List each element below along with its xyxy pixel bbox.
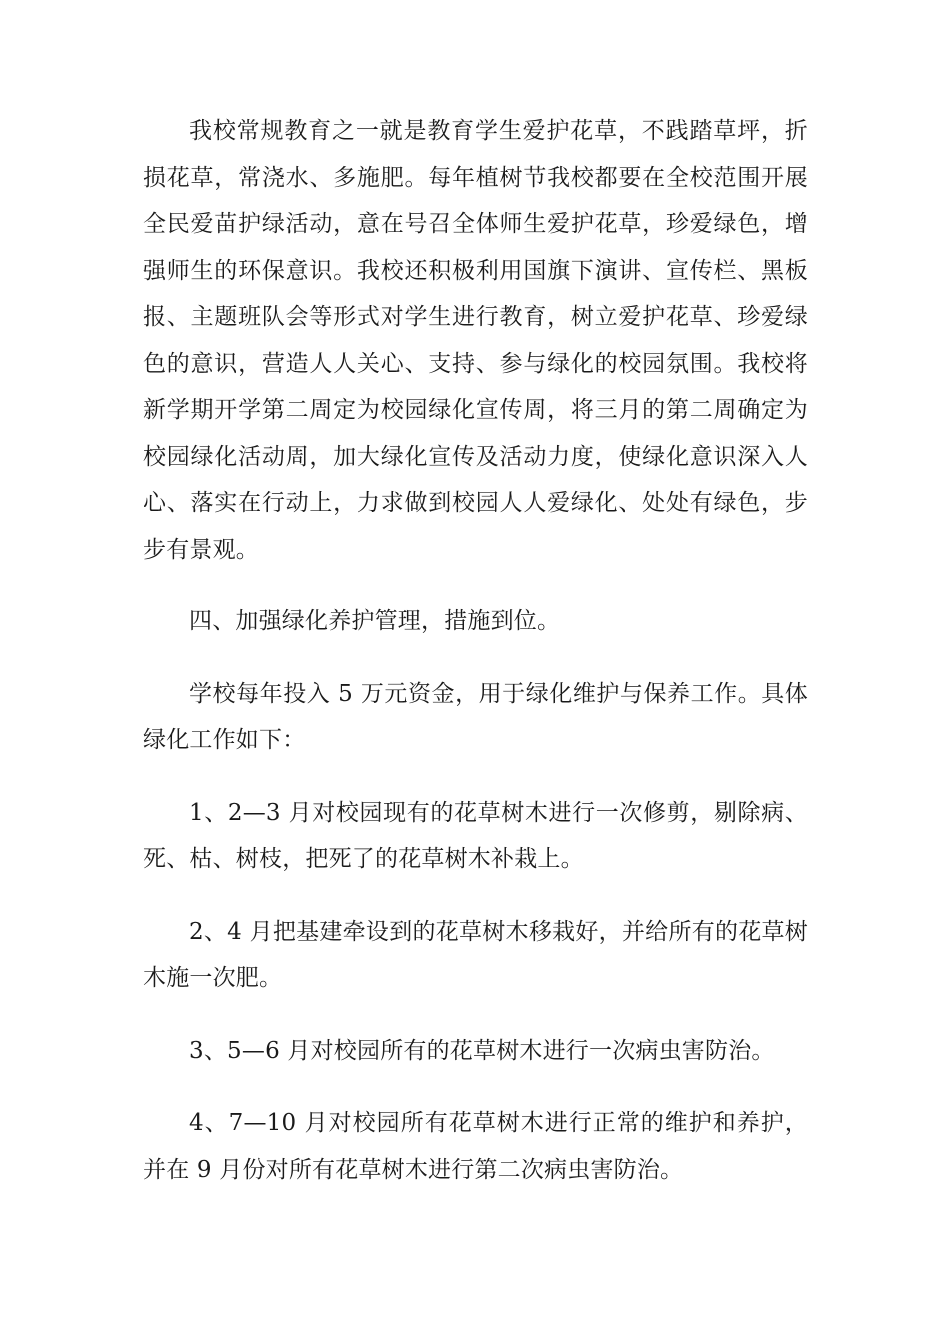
list-item-pruning: 1、2—3 月对校园现有的花草树木进行一次修剪，剔除病、死、枯、树枝，把死了的花草树木补栽上。	[143, 799, 808, 872]
document-body	[143, 108, 808, 1193]
paragraph-greening-education: 我校常规教育之一就是教育学生爱护花草，不践踏草坪，折损花草，常浇水、多施肥。每年植树节我校都要在全校范围开展全民爱苗护绿活动，意在号召全体师生爱护花草，珍爱绿色，增强师生的环保意识。我校还积极利用国旗下演讲、宣传栏、黑板报、主题班队会等形式对学生进行教育，树立爱护花草、珍爱绿色的意识，营造人人关心、支持、参与绿化的校园氛围。我校将新学期开学第二周定为校园绿化宣传周，将三月的第二周确定为校园绿化活动周，加大绿化宣传及活动力度，使绿化意识深入人心、落实在行动上，力求做到校园人人爱绿化、处处有绿色，步步有景观。	[143, 118, 808, 563]
list-item-pest-control: 3、5—6 月对校园所有的花草树木进行一次病虫害防治。	[189, 1037, 775, 1064]
list-item-transplanting: 2、4 月把基建牵设到的花草树木移栽好，并给所有的花草树木施一次肥。	[143, 918, 808, 991]
list-item-regular-care: 4、7—10 月对校园所有花草树木进行正常的维护和养护，并在 9 月份对所有花草树木进行第二次病虫害防治。	[143, 1110, 808, 1183]
paragraph-funding: 学校每年投入 5 万元资金，用于绿化维护与保养工作。具体绿化工作如下：	[143, 680, 808, 753]
section-heading-maintenance: 四、加强绿化养护管理，措施到位。	[189, 608, 561, 634]
